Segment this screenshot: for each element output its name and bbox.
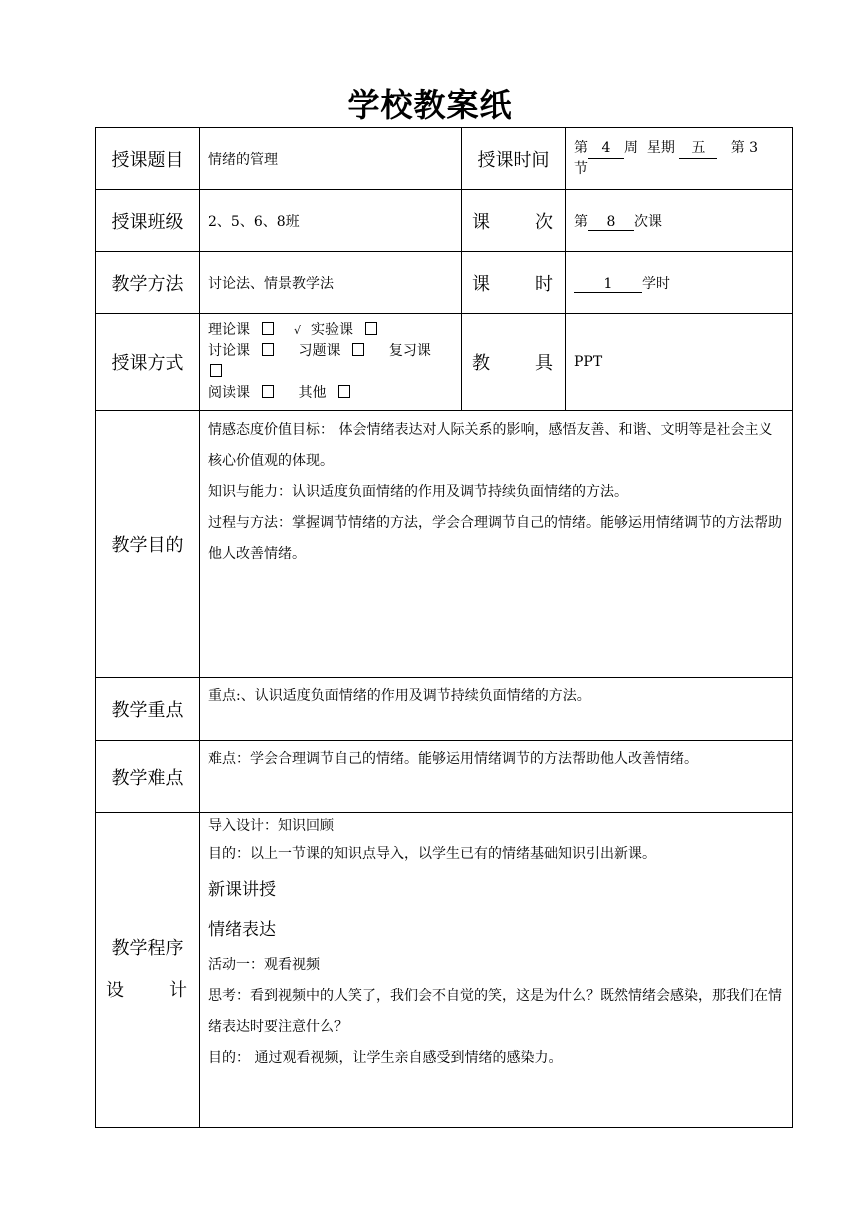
time-week-suffix: 周 [624, 140, 638, 156]
row-class [96, 190, 793, 252]
mode-discussion: 讨论课 [208, 343, 284, 359]
mode-lab: 实验课 [311, 322, 387, 338]
procedure-intro-goal: 目的：以上一节课的知识点导入，以学生已有的情绪基础知识引出新课。 [208, 846, 656, 862]
procedure-intro: 导入设计：知识回顾 [208, 818, 334, 834]
checkbox-lab [365, 322, 377, 335]
value-goals [200, 411, 793, 678]
value-class: 2、5、6、8班 [200, 190, 462, 252]
procedure-section: 情绪表达 [208, 920, 276, 940]
checkbox-theory [262, 322, 274, 335]
value-session: 第 8 次课 [566, 190, 793, 252]
session-number: 8 [588, 214, 634, 231]
value-hours: 1 学时 [566, 252, 793, 314]
hours-number: 1 [574, 276, 642, 293]
mode-exercise: 习题课 [298, 343, 374, 359]
label-hours: 课 时 [462, 252, 566, 314]
value-method: 讨论法、情景教学法 [200, 252, 462, 314]
value-difficulty: 难点：学会合理调节自己的情绪。能够运用情绪调节的方法帮助他人改善情绪。 [200, 741, 793, 813]
checkbox-review [210, 364, 222, 377]
row-mode [96, 314, 793, 411]
checkbox-other [338, 385, 350, 398]
mode-other: 其他 [298, 385, 360, 401]
goal-attitude: 情感态度价值目标： 体会情绪表达对人际关系的影响，感悟友善、和谐、文明等是社会主义核心价值观的体现。 [208, 422, 773, 469]
mode-options [208, 320, 453, 404]
value-time [566, 128, 793, 190]
label-session: 课 次 [462, 190, 566, 252]
value-mode [200, 314, 462, 411]
value-tools: PPT [566, 314, 793, 411]
mode-reading: 阅读课 [208, 385, 284, 401]
value-keypoint: 重点:、认识适度负面情绪的作用及调节持续负面情绪的方法。 [200, 678, 793, 741]
label-time: 授课时间 [462, 128, 566, 190]
lesson-plan-table [95, 127, 793, 1128]
goal-process: 过程与方法：掌握调节情绪的方法，学会合理调节自己的情绪。能够运用情绪调节的方法帮助他人改善情绪。 [208, 515, 782, 562]
procedure-think: 思考：看到视频中的人笑了，我们会不自觉的笑，这是为什么？既然情绪会感染，那我们在情绪表达时要注意什么？ [208, 988, 782, 1035]
label-mode: 授课方式 [96, 314, 200, 411]
label-difficulty: 教学难点 [96, 741, 200, 813]
value-procedure [200, 813, 793, 1128]
time-section: 3 [749, 140, 759, 156]
time-section-prefix: 第 [730, 140, 745, 156]
time-week: 4 [588, 138, 624, 159]
row-procedure [96, 813, 793, 1128]
time-weekday: 五 [679, 138, 717, 159]
page-title: 学校教案纸 [347, 86, 513, 124]
row-difficulty [96, 741, 793, 813]
time-prefix: 第 [574, 140, 588, 156]
procedure-activity: 活动一：观看视频 [208, 957, 320, 973]
checkbox-exercise [352, 343, 364, 356]
label-method: 教学方法 [96, 252, 200, 314]
label-goals: 教学目的 [96, 411, 200, 678]
label-class: 授课班级 [96, 190, 200, 252]
label-tools: 教 具 [462, 314, 566, 411]
procedure-goal: 目的： 通过观看视频，让学生亲自感受到情绪的感染力。 [208, 1050, 563, 1066]
time-weekday-label: 星期 [646, 140, 675, 156]
time-section-suffix: 节 [574, 161, 588, 177]
checkbox-reading [262, 385, 274, 398]
row-keypoint [96, 678, 793, 741]
check-mark: √ [294, 324, 302, 337]
mode-review: 复习课 [208, 343, 441, 380]
procedure-new-lesson: 新课讲授 [208, 880, 276, 900]
label-procedure: 教学程序 设 计 [96, 813, 200, 1128]
label-keypoint: 教学重点 [96, 678, 200, 741]
checkbox-discussion [262, 343, 274, 356]
row-method [96, 252, 793, 314]
row-goals [96, 411, 793, 678]
mode-theory: 理论课 [208, 322, 284, 338]
row-topic [96, 128, 793, 190]
label-topic: 授课题目 [96, 128, 200, 190]
goal-knowledge: 知识与能力：认识适度负面情绪的作用及调节持续负面情绪的方法。 [208, 484, 628, 500]
value-topic: 情绪的管理 [200, 128, 462, 190]
